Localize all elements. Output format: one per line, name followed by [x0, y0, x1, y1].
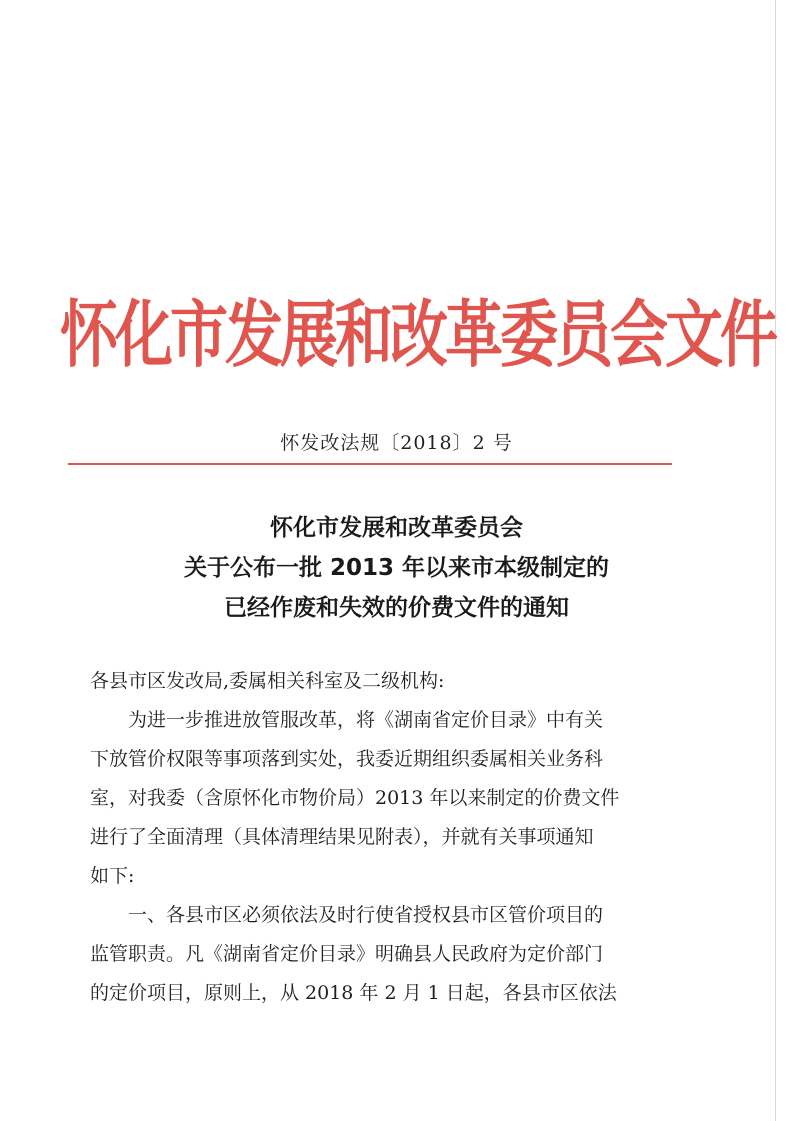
body-line: 室，对我委（含原怀化市物价局）2013 年以来制定的价费文件: [90, 787, 620, 809]
body-line: 的定价项目，原则上，从 2018 年 2 月 1 日起，各县市区依法: [90, 982, 617, 1004]
red-divider-rule: [68, 463, 672, 465]
notice-title: [0, 508, 793, 628]
body-line: 为进一步推进放管服改革，将《湖南省定价目录》中有关: [128, 709, 604, 731]
body-line: 进行了全面清理（具体清理结果见附表），并就有关事项通知: [90, 826, 594, 848]
notice-title-line-1: 怀化市发展和改革委员会: [270, 515, 523, 541]
body-line: 下放管价权限等事项落到实处，我委近期组织委属相关业务科: [90, 748, 604, 770]
notice-title-line-2: 关于公布一批 2013 年以来市本级制定的: [183, 555, 610, 581]
salutation-line: 各县市区发改局,委属相关科室及二级机构:: [90, 670, 445, 692]
masthead-title: 怀化市发展和改革委员会文件: [60, 292, 776, 378]
notice-body: [90, 662, 662, 1013]
body-line: 如下:: [90, 865, 135, 887]
body-line: 一、各县市区必须依法及时行使省授权县市区管价项目的: [128, 904, 604, 926]
document-number: 怀发改法规〔2018〕2 号: [280, 432, 513, 454]
body-line: 监管职责。凡《湖南省定价目录》明确县人民政府为定价部门: [90, 943, 604, 965]
notice-title-line-3: 已经作废和失效的价费文件的通知: [224, 595, 569, 621]
